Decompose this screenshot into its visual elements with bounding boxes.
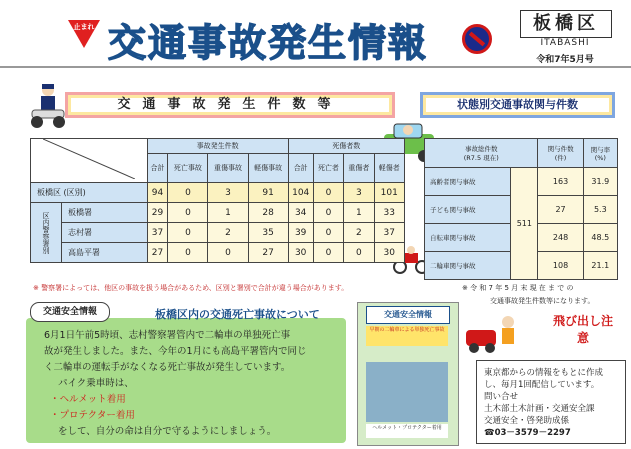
stop-sign-label: 止まれ [73,23,95,31]
flyer-subtitle: 早朝の二輪車による単独死亡事故 [366,326,448,346]
col-header: 死亡者 [313,154,343,183]
period-note: ※ 令 和 7 年 5 月 末 現 在 ま で の [462,284,574,292]
cell: 0 [313,243,343,263]
col-header: 軽傷事故 [248,154,288,183]
flyer-title: 交通安全情報 [366,306,450,324]
issue-date: 令和7年5月号 [536,55,594,65]
cell: 163 [538,168,583,196]
cell: 0 [313,223,343,243]
cell: 0 [344,243,374,263]
cell: 2 [344,223,374,243]
col-header: 重傷者 [344,154,374,183]
table-row [31,223,405,243]
cell: 0 [168,203,208,223]
cell: 33 [374,203,404,223]
safety-text-line: ・ヘルメット着用 [50,394,126,405]
row-label: 志村署 [62,223,148,243]
cell: 0 [313,183,343,203]
ward-name: 板橋区 [520,10,612,38]
total-header-label: 事故総件数 [464,145,498,153]
flyer-footer: ヘルメット・プロテクター着用 [366,424,448,438]
corner-diagonal [43,139,135,179]
casualty-group-header: 死傷者数 [288,139,404,154]
count-header-label: 関与件数 [547,145,574,153]
cell: 0 [168,183,208,203]
safety-text-line: 6月1日午前5時頃、志村警察署管内で二輪車の単独死亡事 [44,330,291,341]
table-row [425,168,618,196]
safety-text-line: をして、自分の命は自分で守るようにしましょう。 [58,426,277,437]
col-header: 軽傷者 [374,154,404,183]
cell: 35 [248,223,288,243]
involvement-table [424,138,618,280]
contact-phone: ☎03－3579－2297 [484,428,571,438]
contact-line: 土木部土木計画・交通安全課 [484,404,595,414]
cell: 1 [344,203,374,223]
cell: 37 [147,223,168,243]
cell: 27 [147,243,168,263]
cell: 5.3 [583,196,617,224]
ward-english-name: ITABASHI [540,38,590,48]
incident-count-header: 交通事故発生件数等 [65,92,395,118]
cell: 39 [288,223,313,243]
cell: 2 [208,223,248,243]
cell: 91 [248,183,288,203]
fatal-accident-title: 板橋区内の交通死亡事故について [155,308,320,321]
involvement-count-header: 状態別交通事故関与件数 [420,92,615,118]
contact-line: 東京都からの情報をもとに作成 [484,368,604,378]
cell: 37 [374,223,404,243]
page-title: 交通事故発生情報 [108,21,429,65]
header-divider [0,66,631,68]
cell: 3 [344,183,374,203]
col-header: 重傷事故 [208,154,248,183]
table-row [31,183,405,203]
cell: 21.1 [583,252,617,280]
police-motorcycle-icon [28,82,68,130]
children-illustration-icon [462,310,522,356]
row-label: 自転車関与事故 [425,224,511,252]
cell: 0 [313,203,343,223]
safety-text-line: く二輪車の運転手がなくなる死亡事故が発生しています。 [44,362,291,373]
table-row [31,203,405,223]
contact-line: 交通安全・啓発助成係 [484,416,570,426]
row-label: 高島平署 [62,243,148,263]
cell: 30 [374,243,404,263]
rate-header-sub: (%) [594,153,606,162]
cell: 0 [168,223,208,243]
total-cell: 511 [511,168,538,280]
cell: 27 [538,196,583,224]
safety-text-line: ・プロテクター着用 [50,410,135,421]
station-sub-label: 区内警察署別 [31,203,62,263]
cell: 29 [147,203,168,223]
row-label: 子ども関与事故 [425,196,511,224]
col-header: 死亡事故 [168,154,208,183]
row-label: 板橋区 (区別) [31,183,148,203]
contact-line: 問い合せ [484,392,519,402]
cell: 34 [288,203,313,223]
col-header: 合計 [147,154,168,183]
count-header-sub: (件) [554,154,567,162]
total-header-sub: (R7.5 現在) [463,154,499,162]
cell: 31.9 [583,168,617,196]
cell: 48.5 [583,224,617,252]
cell: 3 [208,183,248,203]
row-label: 二輪車関与事故 [425,252,511,280]
count-header [538,139,583,168]
cell: 1 [208,203,248,223]
incident-count-table [30,138,405,263]
cell: 94 [147,183,168,203]
cell: 104 [288,183,313,203]
cell: 0 [208,243,248,263]
rate-header [583,139,617,168]
period-note-2: 交通事故発生件数等になります。 [490,297,595,305]
row-label: 板橋署 [62,203,148,223]
col-header: 合計 [288,154,313,183]
cell: 30 [288,243,313,263]
cell: 27 [248,243,288,263]
safety-text-line: 故が発生しました。また、今年の1月にも高島平署管内で同じ [44,346,307,357]
rate-header-label: 関与率 [590,145,611,154]
cell: 28 [248,203,288,223]
cell: 108 [538,252,583,280]
table-row [31,243,405,263]
cell: 101 [374,183,404,203]
table-corner [31,139,148,183]
row-label: 高齢者関与事故 [425,168,511,196]
incident-group-header: 事故発生件数 [147,139,288,154]
flyer-photo [366,362,448,422]
cell: 0 [168,243,208,263]
safety-info-label: 交通安全情報 [30,302,110,322]
safety-text-line: パイク乗車時は、 [58,378,134,389]
total-header [425,139,538,168]
no-entry-icon [462,24,492,54]
cell: 248 [538,224,583,252]
contact-line: し、毎月1回配信しています。 [484,380,600,390]
run-out-warning: 飛び出し注意 [552,314,613,345]
police-note: ※ 警察署によっては、他区の事故を扱う場合があるため、区別と署別で合計が違う場合があります。 [33,284,349,292]
